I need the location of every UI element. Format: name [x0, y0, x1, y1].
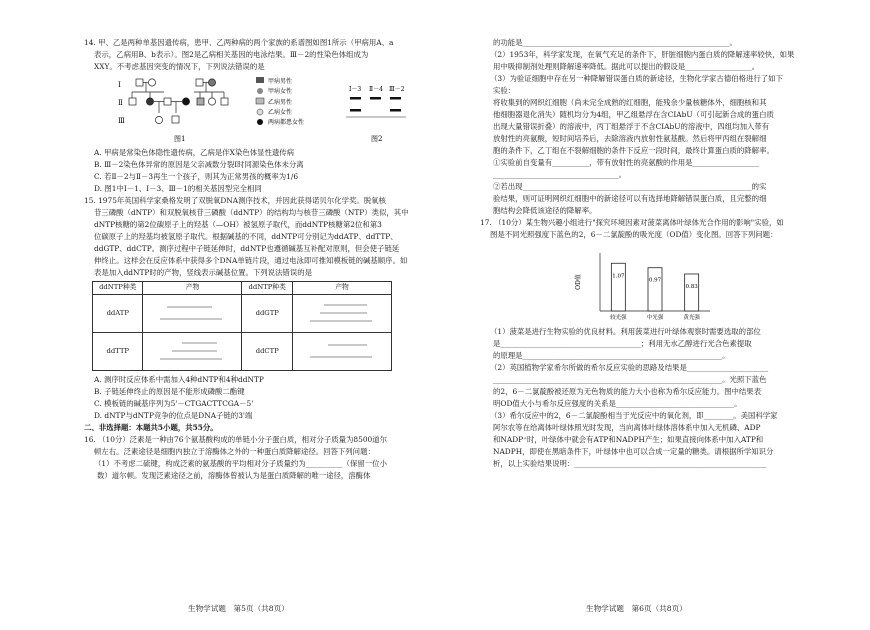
- legend-swatch-4: [257, 109, 263, 115]
- od-chart-svg: [570, 245, 720, 325]
- q17-after-6: 的2，6－二氯靛酚被还原为无色物质的能力大小也称为希尔反应能力。图中结果表: [493, 386, 762, 396]
- question-16: [84, 435, 434, 482]
- bar-value-label-0: 1.07: [612, 273, 625, 280]
- pedigree-I2: [148, 78, 155, 85]
- product-ddttp: [143, 332, 242, 370]
- q14-option-a: A. 甲病是常染色体隐性遗传病，乙病是伴X染色体显性遗传病: [94, 147, 295, 157]
- product-ddctp: [292, 332, 391, 370]
- question-17: [480, 218, 830, 469]
- table-header-3: ddNTP种类: [242, 282, 292, 295]
- q15-option-c: C. 模板链的碱基序列为5'－CTGACTTCGA－5': [94, 398, 254, 408]
- footer-right: 生物学试题 第6页（共8页）: [586, 604, 687, 613]
- q14-figures: [84, 75, 434, 145]
- question-14: [84, 38, 434, 194]
- table-cell-ddttp: ddTTP: [93, 332, 143, 370]
- q15-line-1: 15. 1975年英国科学家桑格发明了双脱氧DNA测序技术，并因此获得诺贝尔化学奖。脱氧核: [84, 195, 386, 205]
- bar-2: [685, 274, 699, 311]
- legend-swatch-5: [257, 119, 263, 125]
- table-cell-ddctp: ddCTP: [242, 332, 292, 370]
- q16c-line-2: （2）1953年，科学家发现，在氧气充足的条件下，肝脏细胞内蛋白质的降解速率较快，如果: [490, 50, 795, 60]
- fig1-caption: 图1: [174, 134, 186, 143]
- q16c-line-11: ①实验前自变量有__________，带有放射性的亮氨酸的作用是__________________: [493, 158, 760, 168]
- q16c-line-12: __________________________________。: [493, 170, 627, 180]
- q15-line-6: 伸终止。这样会在反应体系中获得多个DNA单链片段，通过电泳即可推知模板链的碱基顺序。如: [94, 255, 408, 265]
- q16c-line-14: 验结果，则可证明网织红细胞中的新途径可以有选择地降解错误蛋白质，且完整的细: [493, 194, 767, 204]
- q16c-line-8: 出现大量错误折叠）的溶液中，丙丁组悬浮于不含CIAbU的溶液中，四组均加入带有: [493, 122, 770, 132]
- legend-4: 乙病女性: [268, 108, 293, 116]
- q17-after-1: （1）菠菜是进行生物实验的优良材料。利用菠菜进行叶绿体观察时需要选取的部位: [490, 326, 761, 336]
- q16-line-1: 16. （10分）泛素是一种由76个氨基酸构成的单链小分子蛋白质，相对分子质量为8500道尔: [84, 434, 388, 444]
- legend-1: 甲病男性: [268, 77, 293, 85]
- section-2-heading: 二、非选择题：本题共5小题，共55分。: [84, 422, 218, 432]
- q17-after-11: NADPH，即使在黑暗条件下，叶绿体中也可以合成一定量的糖类。请根据所学知识分: [493, 446, 774, 456]
- product-ddatp: [143, 294, 242, 332]
- q15-line-3: dNTP核糖的第2位碳原子上的羟基（—OH）被氢原子取代，而ddNTP核糖第2位和第3: [94, 219, 382, 229]
- q17-after-10: 和NADP⁺时，叶绿体中就会有ATP和NADPH产生；如果直接向体系中加入ATP和: [493, 434, 764, 444]
- q16c-line-10: 胞的条件下，乙丁组在不裂解细胞的条件下反应一段时间，最终计算蛋白质的降解率。: [493, 146, 774, 156]
- q16c-line-6: 将收集到的网织红细胞（尚未完全成熟的红细胞，能残余少量核糖体外，细胞核和其: [493, 98, 767, 108]
- q14-line-1: 14. 甲、乙是两种单基因遗传病，患甲、乙两种病的两个家族的系谱图如图1所示（甲病用A、a: [84, 38, 394, 47]
- pedigree-figure: [84, 75, 434, 145]
- legend-swatch-2: [257, 88, 263, 94]
- q14-line-2: 表示，乙病用B、b表示）。图2是乙病相关基因的电泳结果。Ⅲ－2的性染色体组成为: [94, 50, 369, 60]
- left-page: [84, 38, 434, 483]
- table-header-2: 产物: [143, 282, 242, 295]
- q17-after-12: 析，以上实验结果说明：____________________________________________________: [493, 458, 767, 468]
- q17-after-2: 是______________________________________；利用无水乙醇进行光合色素提取: [493, 338, 752, 348]
- right-page: [480, 38, 830, 471]
- q16c-line-15: 胞结构会降低该途径的降解率。: [493, 206, 597, 216]
- bar-value-label-1: 0.97: [648, 277, 662, 284]
- legend-2: 甲病女性: [268, 87, 293, 95]
- fig2-label-1: Ⅰ－3: [349, 85, 362, 93]
- table-header-4: 产物: [292, 282, 391, 295]
- q16c-line-9: 放射性的亮氨酸，短时间培养后，去除溶液内放射性氨基酸。然后将甲丙组在裂解细: [493, 134, 767, 144]
- table-cell-ddgtp: ddGTP: [242, 294, 292, 332]
- footer-left: 生物学试题 第5页（共8页）: [188, 604, 289, 613]
- y-axis-label: OD值: [575, 273, 582, 290]
- fig2-caption: 图2: [371, 134, 383, 143]
- q14-option-d: D. 图1中Ⅰ－1、Ⅰ－3、Ⅲ－1的相关基因型完全相同: [94, 183, 262, 193]
- q16-line-3: （1）不考虑二硫键，构成泛素的氨基酸的平均相对分子质量约为__________（保留一位小: [94, 458, 387, 468]
- legend-5: 两病都患女性: [268, 118, 305, 126]
- x-tick-label-1: 中光强: [646, 314, 664, 321]
- q16c-line-13: ②若出现______________________________________________________________的实: [493, 182, 767, 192]
- legend-3: 乙病男性: [268, 98, 293, 106]
- table-cell-ddatp: ddATP: [93, 294, 143, 332]
- q15-option-b: B. 子链延伸终止的原因是不能形成磷酸二酯键: [94, 386, 245, 396]
- q15-line-2: 苷三磷酸（dNTP）和双脱氧核苷三磷酸（ddNTP）的结构均与核苷三磷酸（NTP）类似，其中: [94, 207, 409, 217]
- q16-line-4: 数）道尔顿。发现泛素途径之前，溶酶体曾被认为是蛋白质降解的唯一途径，溶酶体: [97, 470, 371, 480]
- q17-line-1: 17. （10分）某生物兴趣小组进行"探究环境因素对菠菜离体叶绿体光合作用的影响"实验，如: [480, 218, 784, 228]
- gen-label-1: Ⅰ: [118, 80, 121, 89]
- od-bar-chart: [570, 245, 720, 325]
- q15-line-4: 位碳原子上的羟基均被氢原子取代。根据碱基的不同，ddNTP可分别记为ddATP、ddTTP、: [94, 231, 398, 241]
- gen-label-3: Ⅲ: [118, 116, 125, 125]
- q15-option-a: A. 测序时反应体系中需加入4种dNTP和4种ddNTP: [94, 374, 264, 384]
- q16c-line-7: 他细胞器退化消失）随机均分为4组，甲乙组悬浮在含CIAbU（可引起新合成的蛋白质: [493, 110, 774, 120]
- pedigree-I3: [196, 79, 203, 86]
- q17-after-4: （2）英国植物学家希尔所做的希尔反应实验的思路及结果是______________________: [490, 362, 769, 372]
- question-16-cont: [480, 38, 830, 217]
- x-tick-label-2: 黄光强: [683, 314, 700, 321]
- q14-line-3: XXY。不考虑基因突变的情况下，下列说法错误的是: [94, 62, 265, 72]
- q14-option-c: C. 若Ⅱ－2与Ⅱ－3再生一个孩子，则其为正常男孩的概率为1/6: [94, 171, 299, 181]
- product-ddgtp: [292, 294, 391, 332]
- q15-option-d: D. dNTP与dNTP竞争的位点是DNA子链的3'端: [94, 410, 253, 420]
- fig2-label-3: Ⅲ－2: [389, 85, 405, 93]
- fig2-label-2: Ⅱ－4: [369, 85, 383, 93]
- q17-after-3: 的原理是______________________________________________________。: [493, 350, 730, 360]
- q17-after-5: ______________________________________________________________。光照下蓝色: [493, 374, 767, 384]
- q16-line-2: 顿左右。泛素途径是细胞内独立于溶酶体之外的一种蛋白质降解途径。回答下列问题：: [94, 446, 375, 456]
- q17-after-9: 阿尔农等在给离体叶绿体照光时发现，当向离体叶绿体溶体系中加入无机磷、ADP: [493, 422, 761, 432]
- legend-swatch-1: [256, 77, 264, 83]
- q17-after-8: （3）希尔反应中的2，6－二氯靛酚相当于光反应中的氧化剂，即________。美国科学家: [490, 410, 778, 420]
- q15-line-7: 表是加入ddNTP时的产物，竖线表示碱基位置。下列说法错误的是: [94, 267, 312, 277]
- bar-value-label-2: 0.83: [685, 283, 698, 290]
- gen-label-2: Ⅱ: [118, 98, 123, 107]
- pedigree-I1: [136, 79, 143, 86]
- q17-line-2: 图是不同光照强度下蓝色的2，6－二氯靛酚的吸光度（OD值）变化图。回答下列问题：: [490, 230, 778, 240]
- ddntp-table: [92, 281, 392, 371]
- pedigree-I4: [208, 78, 215, 85]
- bar-1: [648, 267, 662, 310]
- q16c-line-4: （3）为验证细胞中存在另一种降解错误蛋白质的新途径，生物化学家古德伯格进行了如下: [490, 74, 783, 84]
- q14-option-b: B. Ⅲ－2染色体异常的原因是父亲减数分裂Ⅰ时同源染色体未分离: [94, 159, 304, 169]
- legend-swatch-3: [256, 98, 264, 104]
- bar-0: [611, 263, 625, 311]
- q16c-line-3: 用中吸抑制剂处理则降解速率降低。据此可以提出的假设是__________________。: [493, 62, 760, 72]
- q17-after-7: 明OD值大小与希尔反应强度的关系是________________________________。: [493, 398, 742, 408]
- q16c-line-1: 的功能是________________________________________________________。: [493, 38, 737, 47]
- q16c-line-5: 实验：: [493, 86, 516, 96]
- q15-line-5: ddGTP、ddCTP。测序过程中子链延伸时，ddNTP也遵循碱基互补配对原则，但会使子链延: [94, 243, 400, 253]
- x-tick-label-0: 较光强: [610, 314, 627, 321]
- question-15: [84, 196, 434, 422]
- table-header-1: ddNTP种类: [93, 282, 143, 295]
